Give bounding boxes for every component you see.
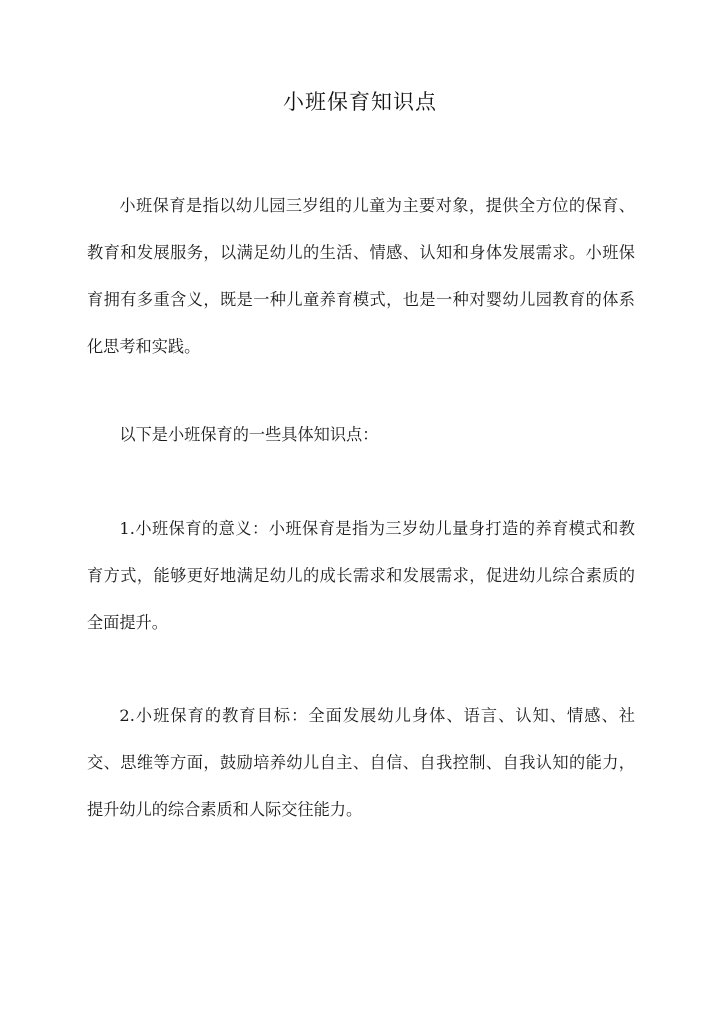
document-title: 小班保育知识点 (283, 90, 437, 114)
paragraph-intro: 小班保育是指以幼儿园三岁组的儿童为主要对象，提供全方位的保育、教育和发展服务，以满足幼儿的生活、情感、认知和身体发展需求。小班保育拥有多重含义，既是一种儿童养育模式，也是一种对婴幼儿园教育的体系化思考和实践。 (87, 196, 635, 356)
paragraph-point-1: 1.小班保育的意义：小班保育是指为三岁幼儿量身打造的养育模式和教育方式，能够更好地满足幼儿的成长需求和发展需求，促进幼儿综合素质的全面提升。 (87, 519, 635, 632)
paragraph-point-2: 2.小班保育的教育目标：全面发展幼儿身体、语言、认知、情感、社交、思维等方面，鼓励培养幼儿自主、自信、自我控制、自我认知的能力，提升幼儿的综合素质和人际交往能力。 (87, 706, 635, 819)
paragraph-lead-in: 以下是小班保育的一些具体知识点： (119, 425, 379, 444)
